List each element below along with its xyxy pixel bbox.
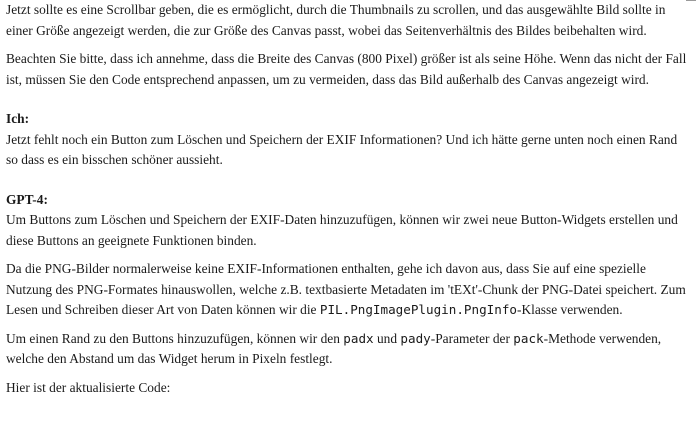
- png-text-before: Da die PNG-Bilder normalerweise keine EXIF-Informationen enthalten, gehe ich davon aus, dass Sie auf eine spezielle Nutzung des PNG-Formates hinauswollen, welche z.B. textbasierte Metadaten im 'tEXt'-Chunk der PNG-Datei speichert. Zum Lesen und Schreiben dieser Art von Daten können wir die: [6, 261, 686, 317]
- padding-text-c: -Parameter der: [430, 330, 514, 346]
- pady-code: pady: [400, 330, 431, 346]
- pnginfo-code: PIL.PngImagePlugin.PngInfo: [319, 302, 517, 317]
- paragraph-png-metadata: [6, 259, 692, 321]
- padx-code: padx: [343, 330, 374, 346]
- user-label: Ich:: [6, 111, 30, 126]
- padding-text-d: -Methode verwenden, welche den Abstand um das Widget herum in Pixeln festlegt.: [6, 330, 662, 366]
- paragraph-canvas-note: Beachten Sie bitte, dass ich annehme, dass die Breite des Canvas (800 Pixel) größer ist als seine Höhe. Wenn das nicht der Fall ist, müssen Sie den Code entsprechend anpassen, um zu vermeiden, dass das Bild außerhalb des Canvas angezeigt wird.: [6, 51, 687, 87]
- assistant-message: [6, 190, 692, 399]
- paragraph-updated-code: Hier ist der aktualisierte Code:: [6, 379, 171, 395]
- png-text-after: -Klasse verwenden.: [517, 302, 623, 317]
- assistant-label: GPT-4:: [6, 191, 48, 207]
- padding-text-a: Um einen Rand zu den Buttons hinzuzufügen, können wir den: [6, 330, 344, 346]
- padding-text-b: und: [373, 330, 401, 346]
- paragraph-padding: [6, 329, 692, 370]
- assistant-text: Um Buttons zum Löschen und Speichern der EXIF-Daten hinzuzufügen, können wir zwei neue Button-Widgets erstellen und diese Buttons an geeignete Funktionen binden.: [6, 212, 678, 248]
- document-body: [6, 0, 692, 398]
- pack-code: pack: [513, 330, 544, 346]
- user-message: [6, 109, 692, 171]
- paragraph-scrollbar: Jetzt sollte es eine Scrollbar geben, die es ermöglicht, durch die Thumbnails zu scrollen, und das ausgewählte Bild sollte in einer Größe angezeigt werden, die zur Größe des Canvas passt, wobei das Seitenverhältnis des Bildes beibehalten wird.: [6, 2, 666, 38]
- user-text: Jetzt fehlt noch ein Button zum Löschen und Speichern der EXIF Informationen? Und ich hätte gerne unten noch einen Rand so dass es ein bisschen schöner aussieht.: [6, 131, 678, 167]
